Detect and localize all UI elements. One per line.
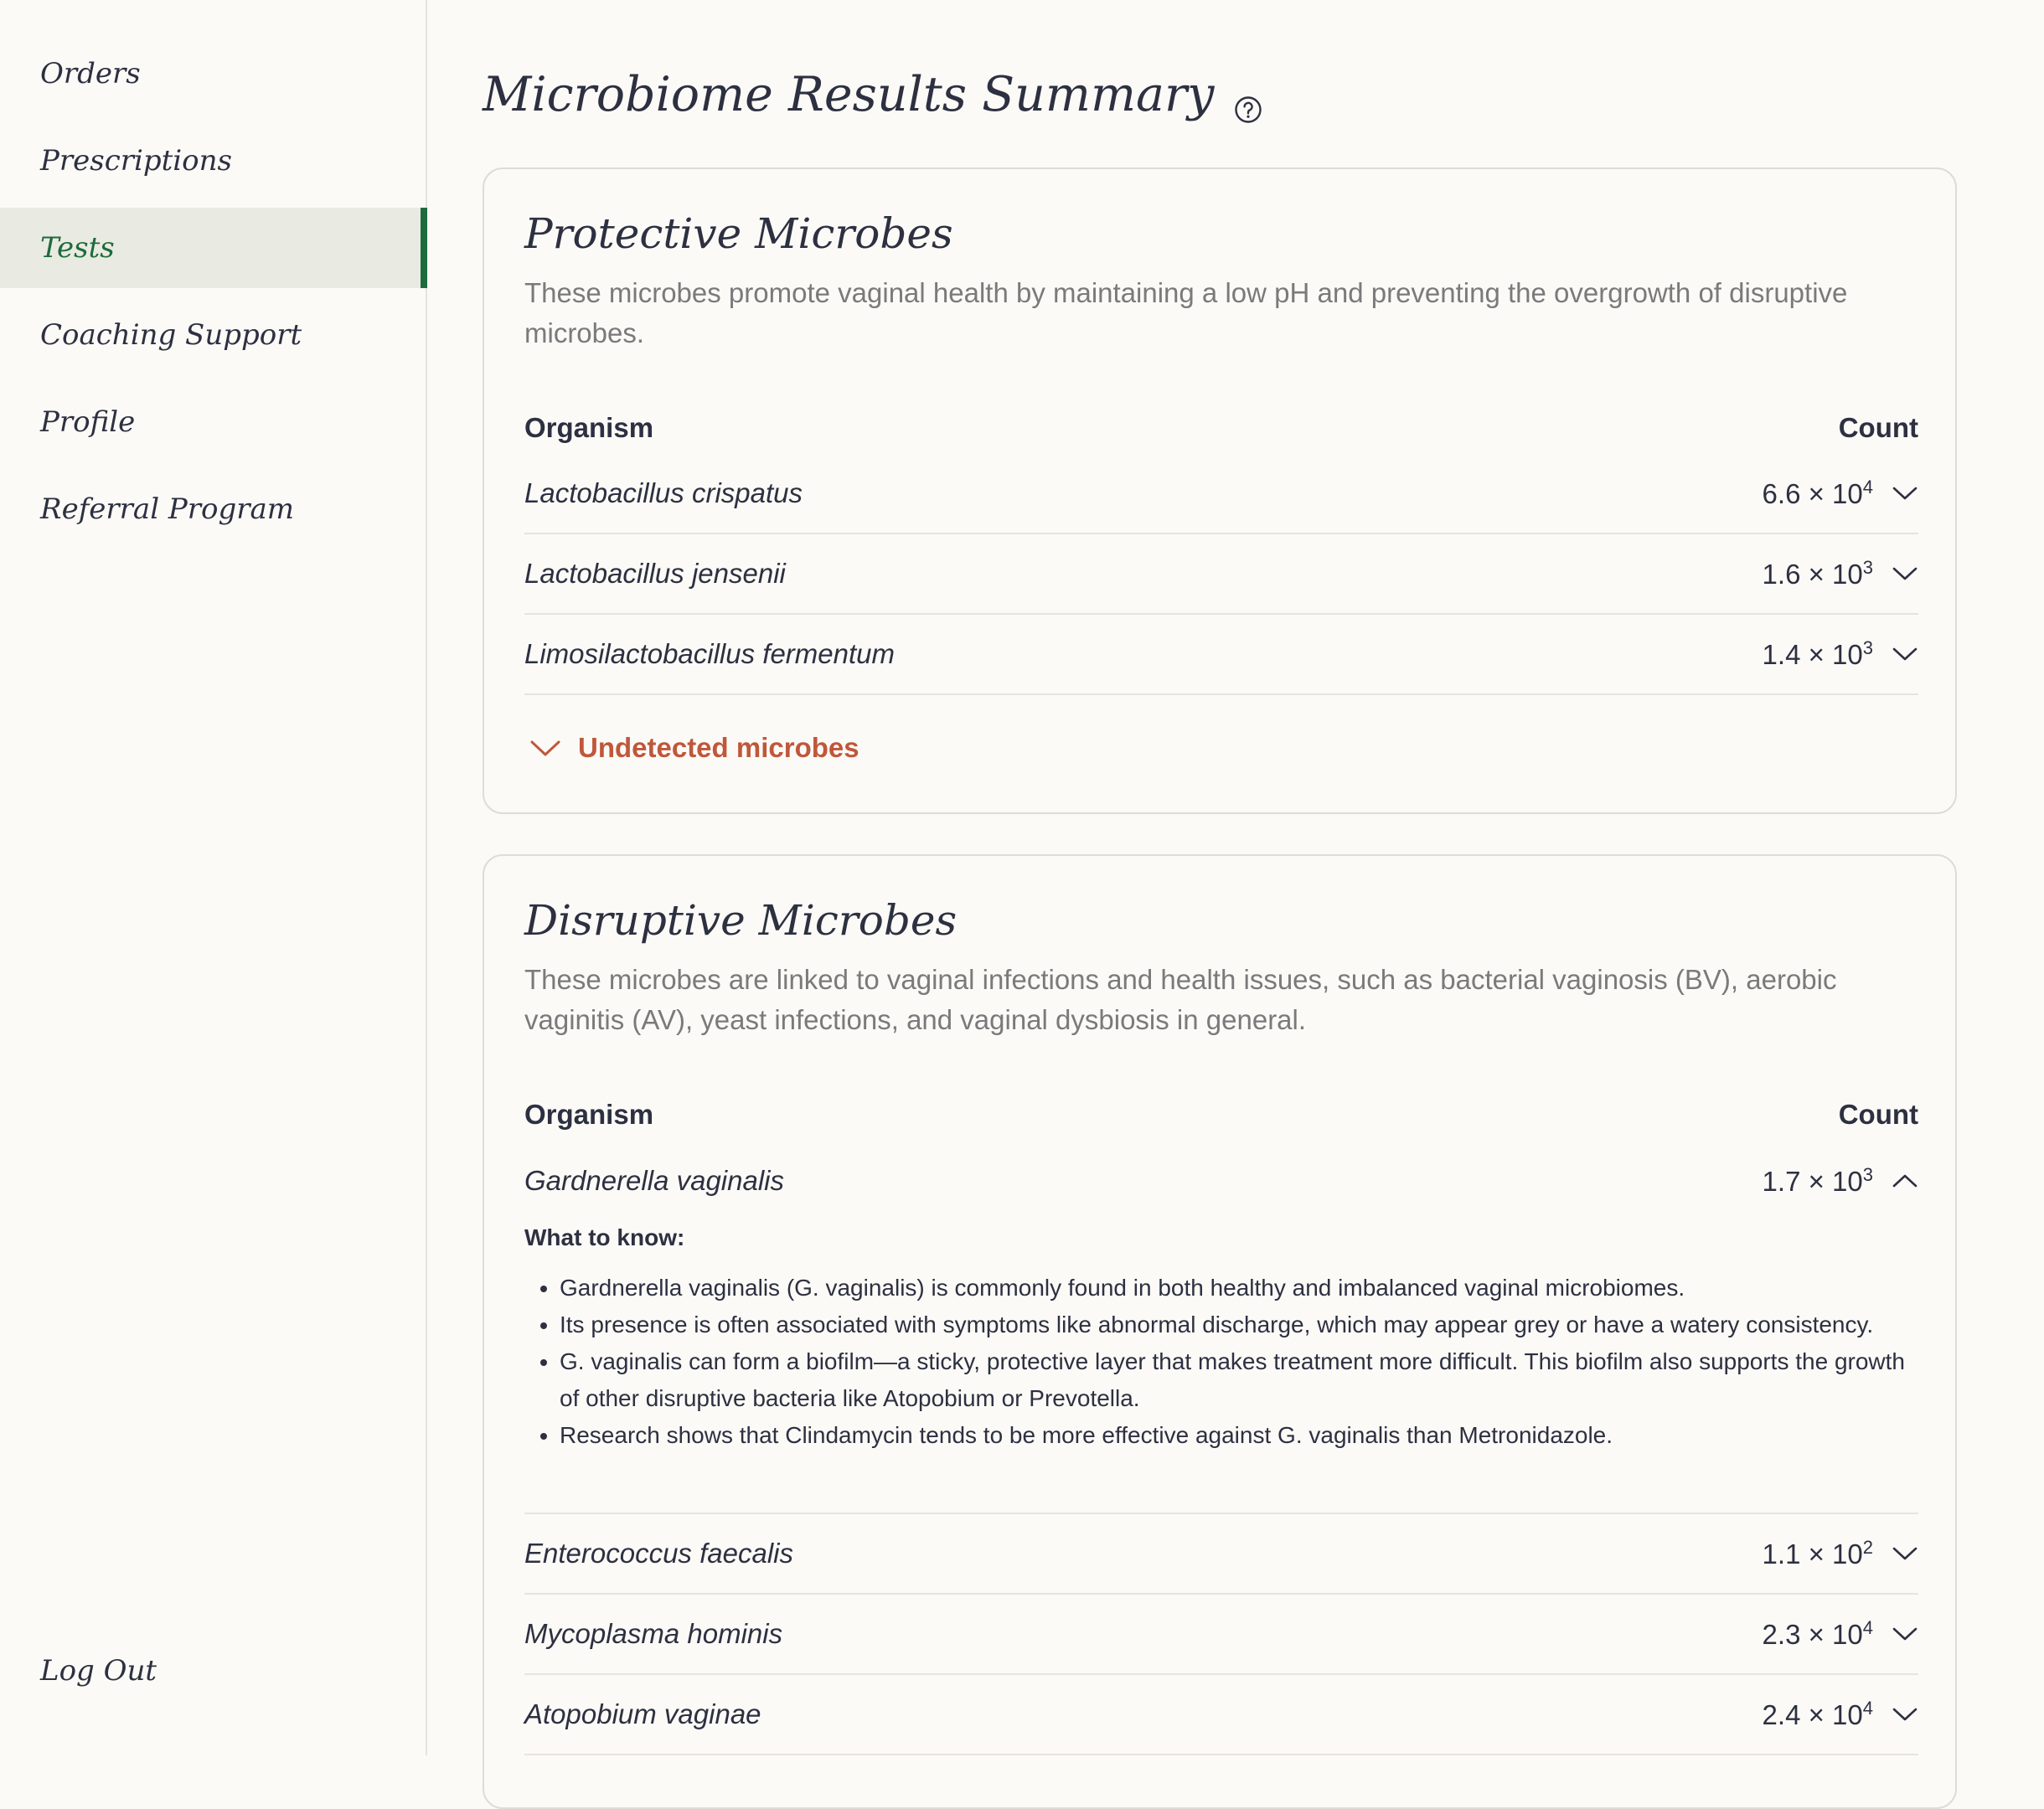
page-title: Microbiome Results Summary (483, 67, 1215, 122)
count-cell (1763, 477, 1918, 510)
count-mantissa: 1.7 × 10 (1762, 1166, 1863, 1197)
count-mantissa: 1.4 × 10 (1762, 639, 1863, 670)
organism-name: Lactobacillus crispatus (524, 477, 803, 508)
count-exponent: 3 (1862, 557, 1873, 578)
count-mantissa: 6.6 × 10 (1762, 478, 1863, 509)
column-header-organism: Organism (524, 1099, 654, 1130)
chevron-down-icon[interactable] (1892, 1626, 1918, 1642)
organism-detail-panel (524, 1224, 1918, 1514)
organism-name: Enterococcus faecalis (524, 1538, 793, 1569)
count-exponent: 4 (1862, 477, 1873, 497)
count-value (1763, 1698, 1873, 1731)
table-row[interactable] (524, 1675, 1918, 1755)
table-row[interactable] (524, 534, 1918, 615)
sidebar-item-profile[interactable]: Profile (40, 405, 136, 439)
count-exponent: 4 (1862, 1698, 1873, 1719)
count-value (1763, 557, 1873, 590)
count-value (1763, 637, 1873, 671)
organism-name: Limosilactobacillus fermentum (524, 638, 896, 669)
undetected-microbes-label: Undetected microbes (578, 732, 859, 763)
chevron-down-icon[interactable] (1892, 565, 1918, 582)
detail-title: What to know: (524, 1224, 685, 1250)
protective-microbes-card (483, 168, 1957, 814)
count-cell (1763, 1537, 1918, 1570)
sidebar-item-prescriptions[interactable]: Prescriptions (40, 144, 232, 178)
sidebar-item-tests[interactable]: Tests (0, 208, 427, 288)
organism-name: Mycoplasma hominis (524, 1618, 783, 1649)
chevron-down-icon (529, 738, 561, 758)
detail-bullet: • Gardnerella vaginalis (G. vaginalis) is commonly found in both healthy and imbalanced vaginal microbiomes. (560, 1270, 1918, 1306)
page-title-wrap (483, 67, 1262, 122)
organism-name: Atopobium vaginae (524, 1698, 761, 1729)
organism-name: Gardnerella vaginalis (524, 1165, 785, 1196)
detail-bullet: • G. vaginalis can form a biofilm—a sticky, protective layer that makes treatment more difficult. This biofilm also supports the growth of other disruptive bacteria like Atopobium or Prevotella. (560, 1343, 1918, 1417)
table-row[interactable] (524, 1141, 1918, 1221)
chevron-down-icon[interactable] (1892, 646, 1918, 662)
count-cell (1763, 1698, 1918, 1731)
count-cell (1763, 637, 1918, 671)
count-exponent: 3 (1862, 1164, 1873, 1185)
sidebar-item-referral-program[interactable]: Referral Program (40, 492, 295, 526)
chevron-up-icon[interactable] (1892, 1172, 1918, 1189)
count-value (1763, 1537, 1873, 1570)
card-description: These microbes promote vaginal health by maintaining a low pH and preventing the overgrowth of disruptive microbes. (524, 277, 1848, 348)
question-circle-icon[interactable] (1234, 80, 1262, 109)
table-row[interactable] (524, 615, 1918, 695)
count-exponent: 4 (1862, 1617, 1873, 1638)
table-row[interactable] (524, 1595, 1918, 1675)
column-header-count: Count (1838, 412, 1918, 443)
table-header (524, 407, 1918, 449)
detail-bullet: • Research shows that Clindamycin tends to be more effective against G. vaginalis than Metronidazole. (560, 1417, 1918, 1454)
detail-list (524, 1270, 1918, 1454)
count-value (1763, 1164, 1873, 1198)
count-mantissa: 2.4 × 10 (1762, 1699, 1863, 1730)
count-exponent: 2 (1862, 1537, 1873, 1558)
organism-name: Lactobacillus jensenii (524, 558, 786, 589)
count-exponent: 3 (1862, 637, 1873, 658)
chevron-down-icon[interactable] (1892, 485, 1918, 502)
logout-link[interactable]: Log Out (40, 1654, 157, 1688)
disruptive-microbes-card (483, 854, 1957, 1809)
table-row[interactable] (524, 454, 1918, 534)
count-mantissa: 1.6 × 10 (1762, 559, 1863, 590)
column-header-organism: Organism (524, 412, 654, 443)
chevron-down-icon[interactable] (1892, 1545, 1918, 1562)
count-value (1763, 1617, 1873, 1651)
card-description: These microbes are linked to vaginal infections and health issues, such as bacterial vaginosis (BV), aerobic vaginitis (AV), yeast infections, and vaginal dysbiosis in general. (524, 964, 1837, 1035)
count-mantissa: 1.1 × 10 (1762, 1538, 1863, 1569)
sidebar-item-orders[interactable]: Orders (40, 57, 141, 90)
column-header-count: Count (1838, 1099, 1918, 1130)
table-row[interactable] (524, 1514, 1918, 1595)
count-cell (1763, 1164, 1918, 1198)
sidebar-item-coaching-support[interactable]: Coaching Support (40, 318, 302, 352)
chevron-down-icon[interactable] (1892, 1706, 1918, 1723)
undetected-microbes-toggle[interactable] (524, 732, 859, 764)
count-mantissa: 2.3 × 10 (1762, 1619, 1863, 1650)
count-cell (1763, 1617, 1918, 1651)
card-title: Protective Microbes (524, 209, 953, 258)
detail-bullet: • Its presence is often associated with symptoms like abnormal discharge, which may appear grey or have a watery consistency. (560, 1306, 1918, 1343)
sidebar (0, 0, 427, 1755)
count-value (1763, 477, 1873, 510)
card-title: Disruptive Microbes (524, 896, 957, 945)
table-header (524, 1094, 1918, 1136)
count-cell (1763, 557, 1918, 590)
